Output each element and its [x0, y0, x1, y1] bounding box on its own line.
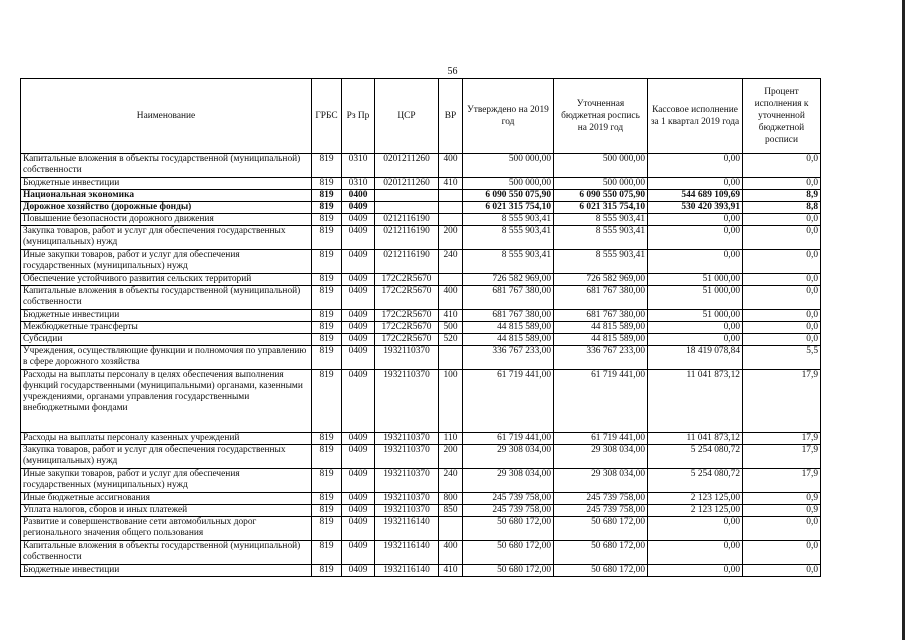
cell-cash: 18 419 078,84: [648, 346, 743, 370]
cell-csr: 0201211260: [375, 178, 439, 190]
cell-vr: 520: [439, 334, 463, 346]
cell-refined: 61 719 441,00: [554, 433, 648, 445]
cell-vr: 800: [439, 493, 463, 505]
page-number: 56: [447, 66, 458, 77]
cell-approved: 6 021 315 754,10: [463, 202, 554, 214]
table-row: [21, 250, 821, 274]
cell-name: Уплата налогов, сборов и иных платежей: [21, 505, 312, 517]
cell-refined: 245 739 758,00: [554, 505, 648, 517]
cell-approved: 6 090 550 075,90: [463, 190, 554, 202]
cell-grbs: 819: [312, 250, 342, 274]
cell-percent: 17,9: [743, 445, 821, 469]
cell-rzpr: 0409: [342, 541, 375, 565]
table-row: [21, 286, 821, 310]
cell-refined: 8 555 903,41: [554, 226, 648, 250]
cell-grbs: 819: [312, 286, 342, 310]
cell-cash: 544 689 109,69: [648, 190, 743, 202]
cell-refined: 29 308 034,00: [554, 469, 648, 493]
cell-rzpr: 0409: [342, 202, 375, 214]
header-refined: Уточненная бюджетная роспись на 2019 год: [554, 79, 648, 154]
cell-approved: 726 582 969,00: [463, 274, 554, 286]
header-rzpr: Рз Пр: [342, 79, 375, 154]
cell-name: Иные закупки товаров, работ и услуг для обеспечения государственных (муниципальных) нужд: [21, 250, 312, 274]
cell-csr: 1932110370: [375, 505, 439, 517]
cell-cash: 11 041 873,12: [648, 433, 743, 445]
cell-vr: [439, 202, 463, 214]
cell-refined: 50 680 172,00: [554, 517, 648, 541]
cell-rzpr: 0409: [342, 445, 375, 469]
cell-csr: 1932110370: [375, 445, 439, 469]
cell-csr: 1932110370: [375, 346, 439, 370]
cell-vr: 400: [439, 286, 463, 310]
cell-approved: 50 680 172,00: [463, 517, 554, 541]
table-row: [21, 346, 821, 370]
table-row: [21, 541, 821, 565]
cell-csr: 172C2R5670: [375, 274, 439, 286]
cell-approved: 50 680 172,00: [463, 565, 554, 577]
table-body: [21, 154, 821, 577]
cell-name: Капитальные вложения в объекты государственной (муниципальной) собственности: [21, 286, 312, 310]
cell-csr: [375, 202, 439, 214]
cell-cash: 5 254 080,72: [648, 445, 743, 469]
cell-percent: 0,0: [743, 226, 821, 250]
cell-rzpr: 0409: [342, 433, 375, 445]
cell-rzpr: 0409: [342, 493, 375, 505]
cell-percent: 8,9: [743, 190, 821, 202]
cell-refined: 44 815 589,00: [554, 322, 648, 334]
cell-vr: [439, 274, 463, 286]
table-row: [21, 565, 821, 577]
cell-approved: 29 308 034,00: [463, 445, 554, 469]
cell-name: Закупка товаров, работ и услуг для обеспечения государственных (муниципальных) нужд: [21, 226, 312, 250]
cell-approved: 8 555 903,41: [463, 250, 554, 274]
table-row: [21, 226, 821, 250]
cell-name: Обеспечение устойчивого развития сельских территорий: [21, 274, 312, 286]
cell-percent: 0,0: [743, 310, 821, 322]
cell-grbs: 819: [312, 334, 342, 346]
cell-vr: [439, 346, 463, 370]
cell-cash: 0,00: [648, 154, 743, 178]
cell-cash: 0,00: [648, 334, 743, 346]
cell-approved: 61 719 441,00: [463, 433, 554, 445]
cell-csr: 1932110370: [375, 493, 439, 505]
cell-name: Расходы на выплаты персоналу в целях обеспечения выполнения функций государственными (муниципальными) органами, казенными учреждениями, органами управления государственными внебюджетными фондами: [21, 370, 312, 433]
cell-rzpr: 0409: [342, 505, 375, 517]
cell-vr: 410: [439, 178, 463, 190]
cell-grbs: 819: [312, 565, 342, 577]
cell-csr: 0212116190: [375, 226, 439, 250]
cell-percent: 0,0: [743, 214, 821, 226]
cell-percent: 5,5: [743, 346, 821, 370]
cell-name: Закупка товаров, работ и услуг для обеспечения государственных (муниципальных) нужд: [21, 445, 312, 469]
cell-csr: 1932110370: [375, 370, 439, 433]
table-row: [21, 334, 821, 346]
cell-percent: 0,0: [743, 178, 821, 190]
cell-rzpr: 0310: [342, 178, 375, 190]
cell-grbs: 819: [312, 154, 342, 178]
cell-refined: 726 582 969,00: [554, 274, 648, 286]
cell-rzpr: 0409: [342, 310, 375, 322]
cell-cash: 2 123 125,00: [648, 505, 743, 517]
table-header-row: [21, 79, 821, 154]
header-vr: ВР: [439, 79, 463, 154]
cell-percent: 17,9: [743, 469, 821, 493]
header-approved: Утверждено на 2019 год: [463, 79, 554, 154]
cell-cash: 0,00: [648, 541, 743, 565]
cell-name: Иные закупки товаров, работ и услуг для обеспечения государственных (муниципальных) нужд: [21, 469, 312, 493]
cell-rzpr: 0409: [342, 226, 375, 250]
cell-rzpr: 0409: [342, 469, 375, 493]
cell-vr: [439, 214, 463, 226]
cell-grbs: 819: [312, 370, 342, 433]
cell-percent: 17,9: [743, 370, 821, 433]
table-row: [21, 505, 821, 517]
cell-name: Развитие и совершенствование сети автомобильных дорог регионального значения общего пользования: [21, 517, 312, 541]
cell-refined: 50 680 172,00: [554, 565, 648, 577]
cell-percent: 0,0: [743, 517, 821, 541]
cell-name: Межбюджетные трансферты: [21, 322, 312, 334]
cell-approved: 245 739 758,00: [463, 493, 554, 505]
cell-name: Субсидии: [21, 334, 312, 346]
cell-approved: 336 767 233,00: [463, 346, 554, 370]
cell-rzpr: 0409: [342, 334, 375, 346]
cell-cash: 0,00: [648, 226, 743, 250]
cell-approved: 681 767 380,00: [463, 310, 554, 322]
cell-refined: 6 090 550 075,90: [554, 190, 648, 202]
cell-rzpr: 0409: [342, 274, 375, 286]
cell-csr: 1932110370: [375, 469, 439, 493]
cell-vr: 200: [439, 445, 463, 469]
cell-grbs: 819: [312, 541, 342, 565]
cell-cash: 11 041 873,12: [648, 370, 743, 433]
cell-grbs: 819: [312, 214, 342, 226]
cell-refined: 681 767 380,00: [554, 310, 648, 322]
cell-cash: 0,00: [648, 322, 743, 334]
cell-refined: 6 021 315 754,10: [554, 202, 648, 214]
cell-cash: 51 000,00: [648, 310, 743, 322]
table-row: [21, 517, 821, 541]
cell-percent: 8,8: [743, 202, 821, 214]
cell-vr: 410: [439, 565, 463, 577]
cell-grbs: 819: [312, 505, 342, 517]
cell-approved: 500 000,00: [463, 178, 554, 190]
cell-vr: 240: [439, 469, 463, 493]
header-grbs: ГРБС: [312, 79, 342, 154]
cell-name: Капитальные вложения в объекты государственной (муниципальной) собственности: [21, 541, 312, 565]
cell-approved: 8 555 903,41: [463, 214, 554, 226]
cell-percent: 0,0: [743, 322, 821, 334]
cell-rzpr: 0409: [342, 214, 375, 226]
cell-percent: 0,0: [743, 565, 821, 577]
cell-cash: 0,00: [648, 250, 743, 274]
cell-refined: 61 719 441,00: [554, 370, 648, 433]
cell-rzpr: 0409: [342, 346, 375, 370]
table-row: [21, 310, 821, 322]
cell-grbs: 819: [312, 178, 342, 190]
cell-grbs: 819: [312, 517, 342, 541]
cell-grbs: 819: [312, 322, 342, 334]
cell-csr: 172C2R5670: [375, 310, 439, 322]
cell-refined: 44 815 589,00: [554, 334, 648, 346]
table-row: [21, 493, 821, 505]
cell-approved: 44 815 589,00: [463, 334, 554, 346]
table-row: [21, 322, 821, 334]
cell-name: Бюджетные инвестиции: [21, 310, 312, 322]
cell-approved: 681 767 380,00: [463, 286, 554, 310]
cell-grbs: 819: [312, 445, 342, 469]
cell-csr: 1932110370: [375, 433, 439, 445]
cell-cash: 5 254 080,72: [648, 469, 743, 493]
cell-percent: 0,0: [743, 334, 821, 346]
cell-approved: 29 308 034,00: [463, 469, 554, 493]
cell-vr: 200: [439, 226, 463, 250]
cell-grbs: 819: [312, 433, 342, 445]
cell-refined: 8 555 903,41: [554, 214, 648, 226]
cell-refined: 245 739 758,00: [554, 493, 648, 505]
cell-csr: 0212116190: [375, 214, 439, 226]
cell-grbs: 819: [312, 469, 342, 493]
table-row: [21, 202, 821, 214]
cell-vr: 110: [439, 433, 463, 445]
cell-grbs: 819: [312, 310, 342, 322]
cell-cash: 51 000,00: [648, 286, 743, 310]
cell-vr: 500: [439, 322, 463, 334]
cell-rzpr: 0409: [342, 517, 375, 541]
cell-vr: 850: [439, 505, 463, 517]
cell-name: Иные бюджетные ассигнования: [21, 493, 312, 505]
cell-name: Национальная экономика: [21, 190, 312, 202]
cell-refined: 500 000,00: [554, 154, 648, 178]
cell-cash: 2 123 125,00: [648, 493, 743, 505]
cell-grbs: 819: [312, 226, 342, 250]
cell-cash: 51 000,00: [648, 274, 743, 286]
cell-vr: 100: [439, 370, 463, 433]
cell-refined: 500 000,00: [554, 178, 648, 190]
cell-percent: 17,9: [743, 433, 821, 445]
cell-name: Дорожное хозяйство (дорожные фонды): [21, 202, 312, 214]
cell-name: Расходы на выплаты персоналу казенных учреждений: [21, 433, 312, 445]
cell-rzpr: 0400: [342, 190, 375, 202]
cell-refined: 8 555 903,41: [554, 250, 648, 274]
header-percent: Процент исполнения к уточненной бюджетной росписи: [743, 79, 821, 154]
cell-percent: 0,9: [743, 493, 821, 505]
cell-name: Повышение безопасности дорожного движения: [21, 214, 312, 226]
table-row: [21, 469, 821, 493]
cell-grbs: 819: [312, 202, 342, 214]
cell-rzpr: 0409: [342, 565, 375, 577]
cell-approved: 44 815 589,00: [463, 322, 554, 334]
table-row: [21, 154, 821, 178]
cell-rzpr: 0310: [342, 154, 375, 178]
budget-execution-table: [20, 78, 821, 577]
cell-csr: 172C2R5670: [375, 322, 439, 334]
cell-csr: 0201211260: [375, 154, 439, 178]
cell-percent: 0,0: [743, 154, 821, 178]
cell-name: Бюджетные инвестиции: [21, 565, 312, 577]
cell-vr: [439, 190, 463, 202]
cell-name: Учреждения, осуществляющие функции и полномочия по управлению в сфере дорожного хозяйства: [21, 346, 312, 370]
cell-name: Бюджетные инвестиции: [21, 178, 312, 190]
header-csr: ЦСР: [375, 79, 439, 154]
table-row: [21, 445, 821, 469]
cell-rzpr: 0409: [342, 322, 375, 334]
cell-approved: 500 000,00: [463, 154, 554, 178]
cell-vr: 240: [439, 250, 463, 274]
table-row: [21, 433, 821, 445]
cell-percent: 0,0: [743, 541, 821, 565]
cell-name: Капитальные вложения в объекты государственной (муниципальной) собственности: [21, 154, 312, 178]
cell-vr: 400: [439, 541, 463, 565]
cell-approved: 50 680 172,00: [463, 541, 554, 565]
table-row: [21, 274, 821, 286]
cell-grbs: 819: [312, 190, 342, 202]
cell-csr: 1932116140: [375, 541, 439, 565]
cell-percent: 0,0: [743, 274, 821, 286]
cell-vr: 400: [439, 154, 463, 178]
cell-rzpr: 0409: [342, 370, 375, 433]
table-row: [21, 214, 821, 226]
cell-grbs: 819: [312, 493, 342, 505]
cell-cash: 0,00: [648, 565, 743, 577]
cell-vr: [439, 517, 463, 541]
cell-csr: 1932116140: [375, 565, 439, 577]
cell-csr: 1932116140: [375, 517, 439, 541]
cell-rzpr: 0409: [342, 286, 375, 310]
cell-refined: 336 767 233,00: [554, 346, 648, 370]
cell-cash: 0,00: [648, 214, 743, 226]
cell-refined: 681 767 380,00: [554, 286, 648, 310]
cell-csr: 172C2R5670: [375, 286, 439, 310]
cell-cash: 0,00: [648, 178, 743, 190]
cell-csr: [375, 190, 439, 202]
cell-vr: 410: [439, 310, 463, 322]
cell-refined: 50 680 172,00: [554, 541, 648, 565]
cell-approved: 8 555 903,41: [463, 226, 554, 250]
cell-cash: 0,00: [648, 517, 743, 541]
cell-percent: 0,9: [743, 505, 821, 517]
table-row: [21, 178, 821, 190]
cell-refined: 29 308 034,00: [554, 445, 648, 469]
cell-percent: 0,0: [743, 250, 821, 274]
table-row: [21, 190, 821, 202]
cell-csr: 172C2R5670: [375, 334, 439, 346]
header-name: Наименование: [21, 79, 312, 154]
cell-csr: 0212116190: [375, 250, 439, 274]
cell-grbs: 819: [312, 346, 342, 370]
cell-grbs: 819: [312, 274, 342, 286]
header-cash: Кассовое исполнение за 1 квартал 2019 года: [648, 79, 743, 154]
table-row: [21, 370, 821, 433]
cell-percent: 0,0: [743, 286, 821, 310]
cell-approved: 245 739 758,00: [463, 505, 554, 517]
cell-cash: 530 420 393,91: [648, 202, 743, 214]
cell-approved: 61 719 441,00: [463, 370, 554, 433]
cell-rzpr: 0409: [342, 250, 375, 274]
